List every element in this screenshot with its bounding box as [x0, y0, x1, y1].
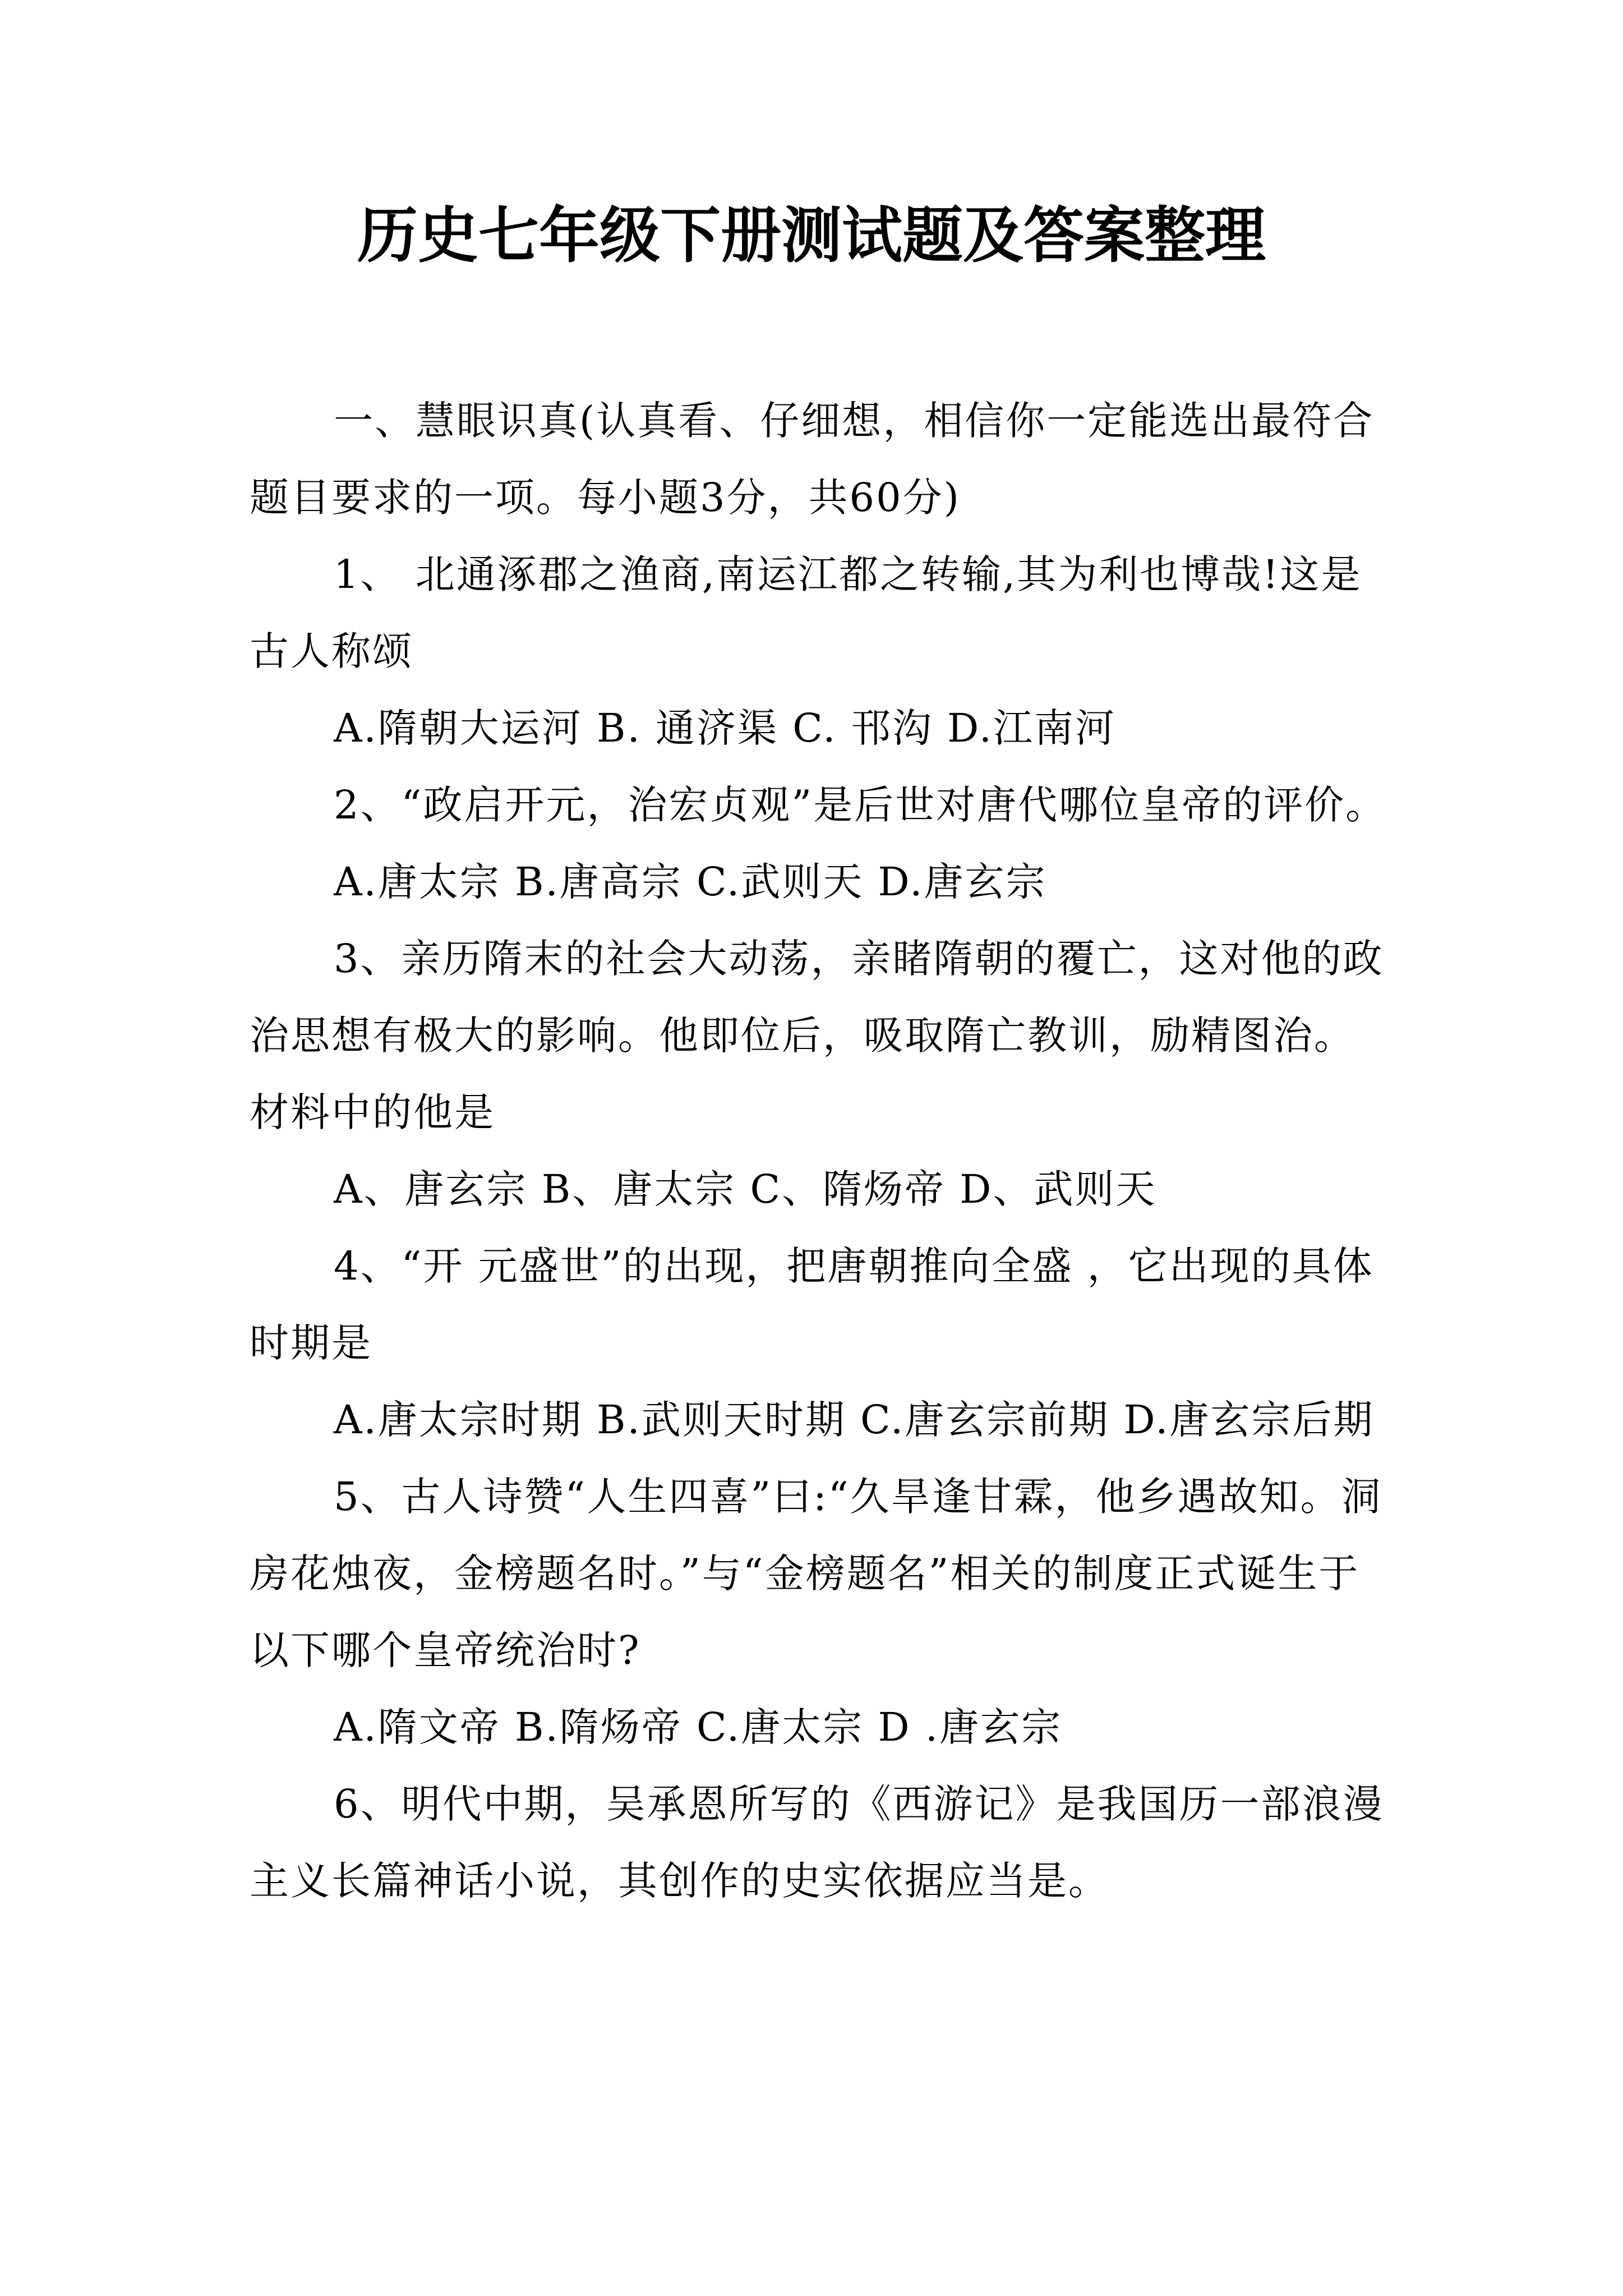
question-2-stem: 2、“政启开元，治宏贞观”是后世对唐代哪位皇帝的评价。 — [334, 782, 1387, 828]
question-5-stem: 5、古人诗赞“人生四喜”曰:“久旱逢甘霖，他乡遇故知。洞房花烛夜，金榜题名时。”与“金榜题名”相关的制度正式诞生于以下哪个皇帝统治时? — [250, 1474, 1382, 1673]
section-heading: 一、慧眼识真(认真看、仔细想，相信你一定能选出最符合题目要求的一项。每小题3分，共60分) — [250, 398, 1375, 521]
question-3-stem: 3、亲历隋末的社会大动荡，亲睹隋朝的覆亡，这对他的政治思想有极大的影响。他即位后，吸取隋亡教训，励精图治。材料中的他是 — [250, 936, 1384, 1135]
question-2-options: A.唐太宗 B.唐高宗 C.武则天 D.唐玄宗 — [334, 859, 1047, 905]
document-title: 历史七年级下册测试题及答案整理 — [357, 200, 1266, 271]
document-body — [250, 383, 1388, 1920]
question-6-stem: 6、明代中期，吴承恩所写的《西游记》是我国历一部浪漫主义长篇神话小说，其创作的史实依据应当是。 — [250, 1781, 1384, 1904]
question-3-options: A、唐玄宗 B、唐太宗 C、隋炀帝 D、武则天 — [334, 1166, 1157, 1212]
question-1-stem: 1、 北通涿郡之渔商,南运江都之转输,其为利也博哉!这是古人称颂 — [250, 551, 1362, 674]
question-1-options: A.隋朝大运河 B. 通济渠 C. 邗沟 D.江南河 — [334, 705, 1116, 751]
question-4-stem: 4、“开 元盛世”的出现，把唐朝推向全盛 ，它出现的具体时期是 — [250, 1243, 1374, 1366]
question-4-options: A.唐太宗时期 B.武则天时期 C.唐玄宗前期 D.唐玄宗后期 — [334, 1397, 1375, 1443]
question-5-options: A.隋文帝 B.隋炀帝 C.唐太宗 D .唐玄宗 — [334, 1704, 1063, 1750]
